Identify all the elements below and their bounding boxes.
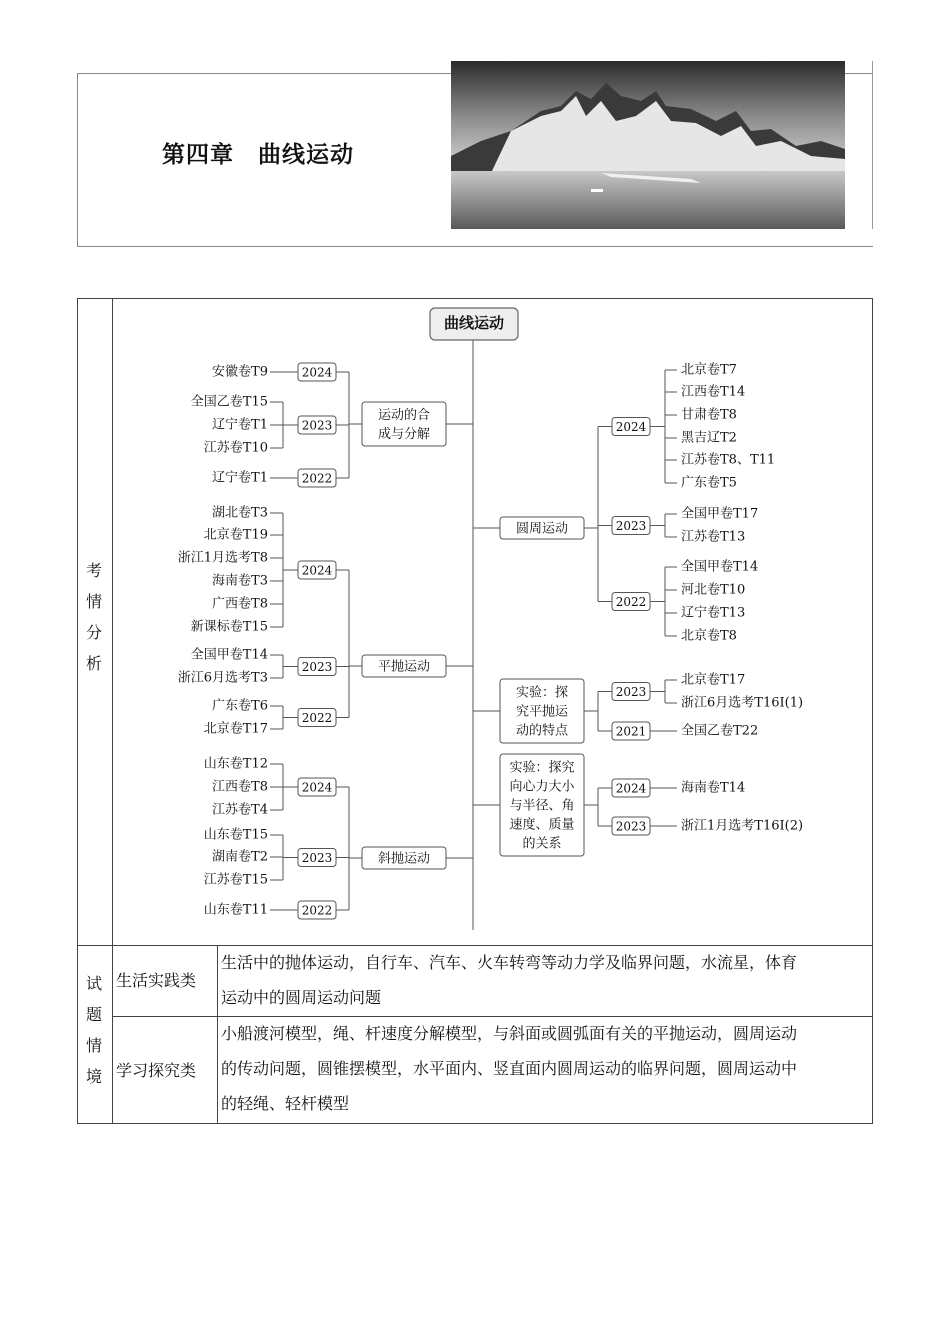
year-label: 2023 bbox=[301, 660, 333, 674]
exam-item-label: 江苏卷T4 bbox=[212, 802, 268, 818]
table-col-divider-2 bbox=[217, 945, 218, 1124]
scenario-text-life bbox=[221, 945, 797, 1015]
scenario-line: 的传动问题，圆锥摆模型，水平面内、竖直面内圆周运动的临界问题，圆周运动中 bbox=[221, 1059, 798, 1078]
exam-item-label: 辽宁卷T1 bbox=[212, 470, 268, 486]
branch-label: 与半径、角 bbox=[509, 798, 575, 814]
branch-label: 平抛运动 bbox=[377, 659, 431, 675]
exam-item-label: 全国甲卷T14 bbox=[681, 559, 759, 575]
year-label: 2024 bbox=[301, 563, 333, 578]
exam-item-label: 浙江6月选考T16Ⅰ(1) bbox=[681, 695, 804, 711]
exam-item-label: 浙江1月选考T16Ⅰ(2) bbox=[681, 818, 804, 834]
label-char: 情 bbox=[85, 592, 102, 611]
year-label: 2024 bbox=[301, 780, 333, 795]
exam-analysis-label bbox=[77, 555, 111, 679]
exam-item-label: 江苏卷T13 bbox=[681, 529, 746, 545]
scenario-line: 生活中的抛体运动，自行车、汽车、火车转弯等动力学及临界问题，水流星，体育 bbox=[221, 953, 798, 972]
label-char: 考 bbox=[85, 561, 102, 580]
label-char: 题 bbox=[85, 1005, 102, 1024]
exam-item-label: 新课标卷T15 bbox=[190, 619, 268, 635]
exam-item-label: 黑吉辽T2 bbox=[681, 430, 737, 446]
year-label: 2024 bbox=[615, 781, 647, 796]
exam-item-label: 湖北卷T3 bbox=[212, 505, 268, 521]
year-label: 2023 bbox=[615, 819, 647, 834]
year-label: 2022 bbox=[615, 595, 647, 609]
exam-item-label: 海南卷T3 bbox=[212, 573, 268, 589]
scenarios-label bbox=[77, 968, 111, 1092]
exam-item-label: 江西卷T8 bbox=[212, 779, 268, 795]
exam-item-label: 安徽卷T9 bbox=[212, 364, 268, 380]
label-char: 析 bbox=[85, 654, 102, 673]
exam-item-label: 广东卷T6 bbox=[212, 698, 268, 714]
branch-label: 向心力大小 bbox=[509, 779, 575, 795]
branch-label: 圆周运动 bbox=[515, 521, 569, 537]
exam-item-label: 浙江6月选考T3 bbox=[177, 670, 268, 686]
scenario-line: 小船渡河模型，绳、杆速度分解模型，与斜面或圆弧面有关的平抛运动，圆周运动 bbox=[221, 1024, 798, 1043]
exam-item-label: 甘肃卷T8 bbox=[681, 407, 737, 423]
knowledge-mindmap bbox=[113, 299, 871, 943]
year-label: 2023 bbox=[301, 851, 333, 865]
exam-item-label: 辽宁卷T1 bbox=[212, 417, 268, 433]
exam-item-label: 山东卷T11 bbox=[203, 902, 268, 918]
branch-label: 实验：探 bbox=[515, 685, 569, 701]
exam-item-label: 北京卷T17 bbox=[203, 721, 268, 737]
scenario-line: 的轻绳、轻杆模型 bbox=[221, 1094, 350, 1113]
exam-item-label: 广东卷T5 bbox=[681, 475, 737, 491]
exam-item-label: 江西卷T14 bbox=[681, 384, 746, 400]
header-photo-rule bbox=[872, 61, 873, 229]
branch-label: 速度、质量 bbox=[509, 817, 575, 833]
exam-item-label: 山东卷T15 bbox=[203, 827, 268, 843]
exam-item-label: 北京卷T7 bbox=[681, 362, 737, 378]
exam-item-label: 全国乙卷T15 bbox=[190, 394, 268, 410]
exam-item-label: 北京卷T17 bbox=[681, 672, 746, 688]
mountain-lake-image bbox=[451, 61, 845, 229]
scenario-line: 运动中的圆周运动问题 bbox=[221, 988, 382, 1007]
exam-item-label: 广西卷T8 bbox=[212, 596, 268, 612]
label-char: 试 bbox=[85, 974, 102, 993]
year-label: 2024 bbox=[615, 420, 647, 434]
branch-label: 运动的合 bbox=[377, 408, 431, 423]
year-label: 2022 bbox=[301, 711, 333, 725]
exam-item-label: 江苏卷T8、T11 bbox=[681, 452, 776, 468]
exam-item-label: 辽宁卷T13 bbox=[681, 605, 746, 621]
branch-label: 究平抛运 bbox=[515, 704, 569, 720]
exam-item-label: 全国乙卷T22 bbox=[681, 723, 759, 739]
exam-item-label: 全国甲卷T17 bbox=[681, 506, 759, 522]
exam-item-label: 全国甲卷T14 bbox=[190, 647, 268, 663]
year-label: 2024 bbox=[301, 365, 333, 380]
exam-item-label: 北京卷T8 bbox=[681, 628, 737, 644]
exam-item-label: 山东卷T12 bbox=[203, 756, 268, 772]
year-label: 2023 bbox=[301, 418, 333, 433]
label-char: 情 bbox=[85, 1036, 102, 1055]
exam-item-label: 江苏卷T15 bbox=[203, 872, 268, 888]
exam-item-label: 江苏卷T10 bbox=[203, 440, 268, 456]
root-label: 曲线运动 bbox=[443, 314, 505, 332]
exam-item-label: 海南卷T14 bbox=[681, 780, 746, 796]
exam-item-label: 浙江1月选考T8 bbox=[177, 550, 268, 566]
year-label: 2022 bbox=[301, 471, 333, 486]
year-label: 2021 bbox=[615, 724, 647, 739]
header-photo bbox=[451, 61, 845, 229]
year-label: 2023 bbox=[615, 519, 647, 533]
scenario-category-life: 生活实践类 bbox=[116, 971, 197, 990]
year-label: 2023 bbox=[615, 685, 647, 699]
exam-item-label: 湖南卷T2 bbox=[212, 849, 268, 865]
label-char: 境 bbox=[85, 1067, 102, 1086]
year-label: 2022 bbox=[301, 903, 333, 918]
chapter-title: 第四章 曲线运动 bbox=[162, 142, 354, 168]
branch-label: 实验：探究 bbox=[509, 760, 575, 776]
branch-label: 斜抛运动 bbox=[377, 851, 431, 867]
scenario-category-study: 学习探究类 bbox=[116, 1061, 197, 1080]
exam-item-label: 北京卷T19 bbox=[203, 527, 268, 543]
exam-item-label: 河北卷T10 bbox=[681, 582, 746, 598]
branch-label: 动的特点 bbox=[515, 723, 569, 739]
branch-label: 成与分解 bbox=[377, 427, 431, 442]
label-char: 分 bbox=[85, 623, 102, 642]
branch-label: 的关系 bbox=[522, 836, 562, 852]
scenario-text-study bbox=[221, 1016, 797, 1121]
